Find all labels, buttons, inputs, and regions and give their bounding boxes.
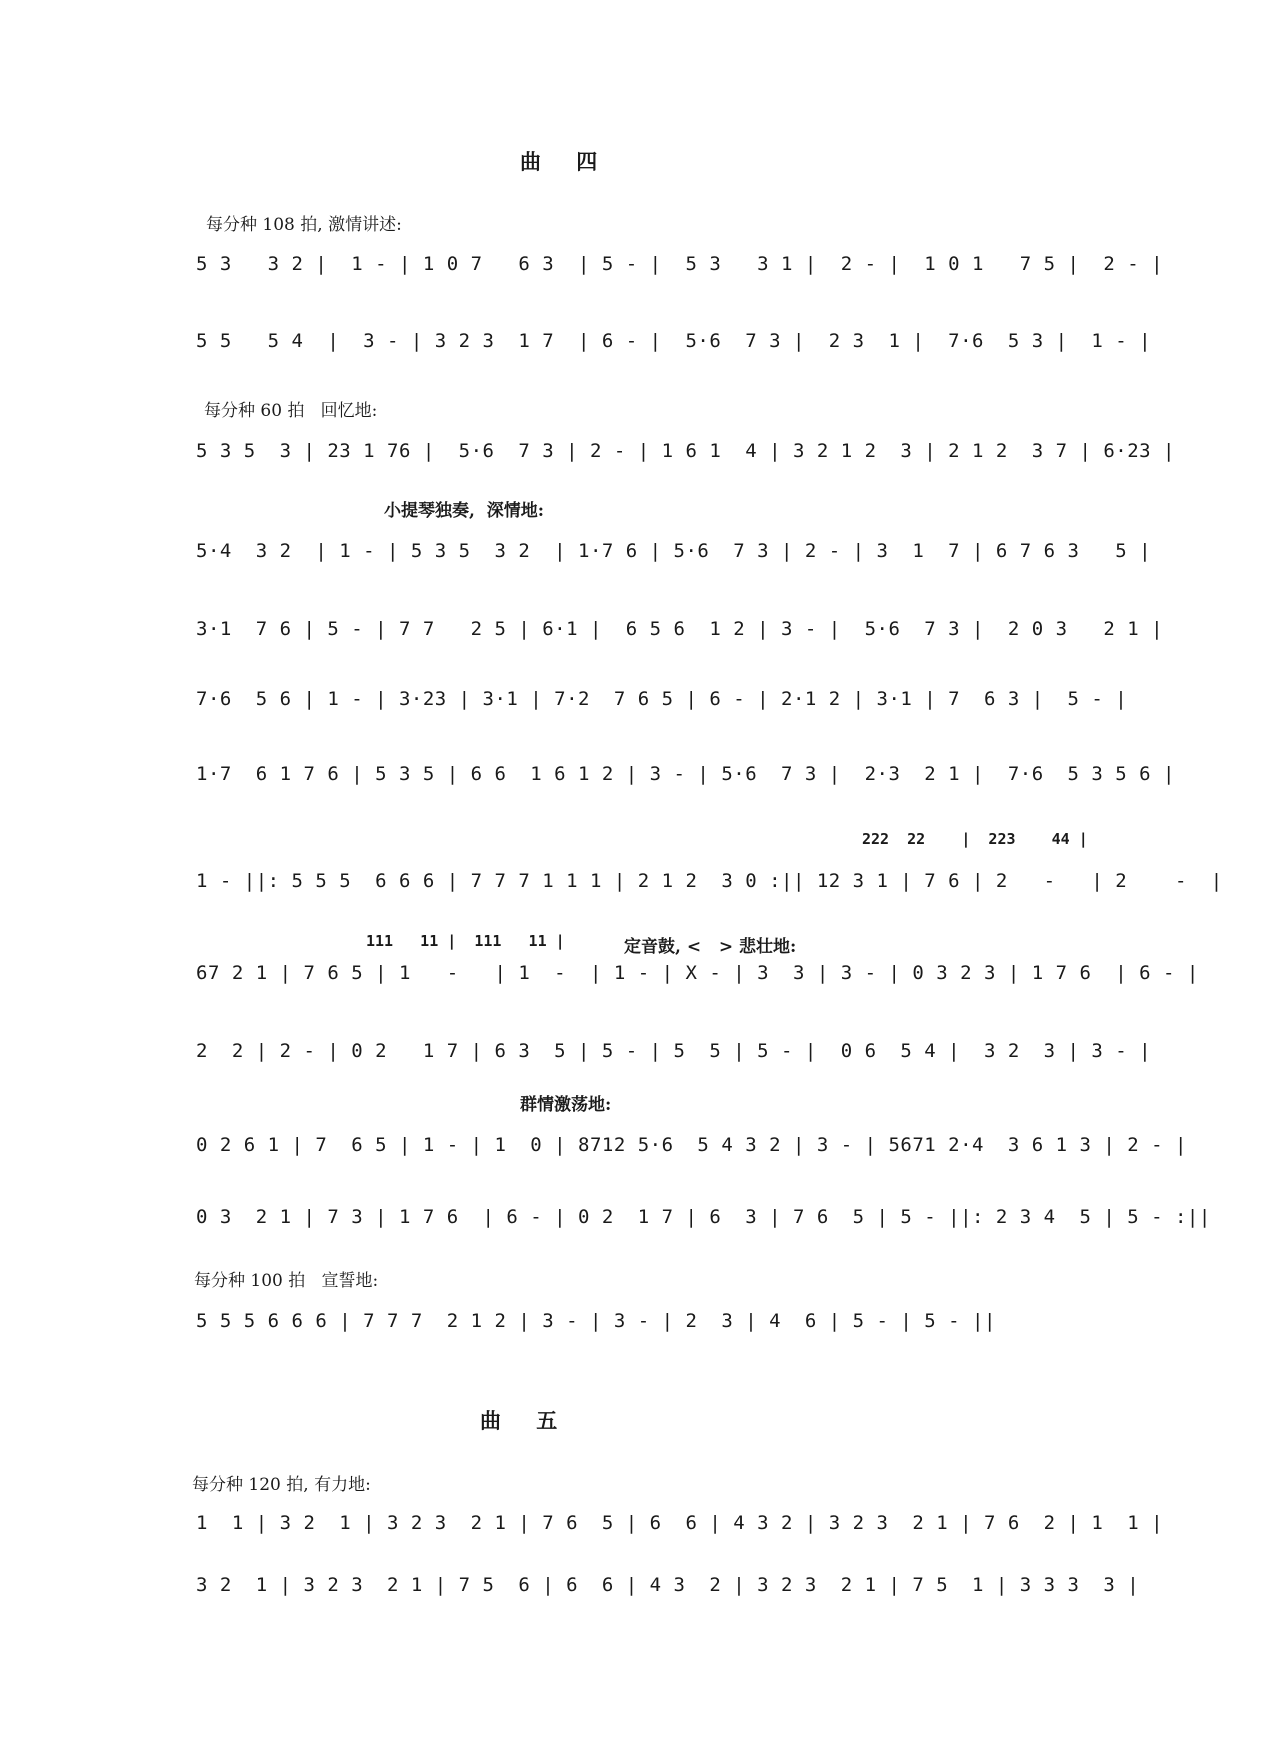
notation-line-7: 1·7 6 1 7 6 | 5 3 5 | 6 6 1 6 1 2 | 3 - | 5·6 7 3 | 2·3 2 1 | 7·6 5 3 5 6 |	[196, 763, 1175, 785]
notation-line-8: 1 - ||: 5 5 5 6 6 6 | 7 7 7 1 1 1 | 2 1 2 3 0 :|| 12 3 1 | 7 6 | 2 - | 2 - |	[196, 870, 1223, 892]
notation-line-6: 7·6 5 6 | 1 - | 3·23 | 3·1 | 7·2 7 6 5 | 6 - | 2·1 2 | 3·1 | 7 6 3 | 5 - |	[196, 688, 1128, 710]
notation-line-9: 67 2 1 | 7 6 5 | 1 - | 1 - | 1 - | X - | 3 3 | 3 - | 0 3 2 3 | 1 7 6 | 6 - |	[196, 962, 1199, 984]
notation-line-3: 5 3 5 3 | 23 1 76 | 5·6 7 3 | 2 - | 1 6 1 4 | 3 2 1 2 3 | 2 1 2 3 7 | 6·23 |	[196, 440, 1175, 462]
tempo-marking-100: 每分种 100 拍 宣誓地:	[194, 1271, 379, 1291]
notation-line-4: 5·4 3 2 | 1 - | 5 3 5 3 2 | 1·7 6 | 5·6 7 3 | 2 - | 3 1 7 | 6 7 6 3 5 |	[196, 540, 1152, 562]
notation-line-11: 0 2 6 1 | 7 6 5 | 1 - | 1 0 | 8712 5·6 5 4 3 2 | 3 - | 5671 2·4 3 6 1 3 | 2 - |	[196, 1134, 1187, 1156]
notation-line-12: 0 3 2 1 | 7 3 | 1 7 6 | 6 - | 0 2 1 7 | 6 3 | 7 6 5 | 5 - ||: 2 3 4 5 | 5 - :||	[196, 1206, 1211, 1228]
piece-4-title: 曲 四	[520, 149, 612, 174]
notation-line-15: 3 2 1 | 3 2 3 2 1 | 7 5 6 | 6 6 | 4 3 2 | 3 2 3 2 1 | 7 5 1 | 3 3 3 3 |	[196, 1574, 1140, 1596]
notation-line-10: 2 2 | 2 - | 0 2 1 7 | 6 3 5 | 5 - | 5 5 | 5 - | 0 6 5 4 | 3 2 3 | 3 - |	[196, 1040, 1152, 1062]
notation-line-1: 5 3 3 2 | 1 - | 1 0 7 6 3 | 5 - | 5 3 3 1 | 2 - | 1 0 1 7 5 | 2 - |	[196, 253, 1164, 275]
violin-solo-direction: 小提琴独奏, 深情地:	[384, 501, 545, 521]
tempo-marking-108: 每分种 108 拍, 激情讲述:	[206, 215, 402, 235]
tempo-marking-60: 每分种 60 拍 回忆地:	[204, 401, 378, 421]
tempo-marking-120: 每分种 120 拍, 有力地:	[192, 1475, 371, 1495]
upper-voice-line-1: 222 22 | 223 44 |	[862, 830, 1088, 848]
notation-line-5: 3·1 7 6 | 5 - | 7 7 2 5 | 6·1 | 6 5 6 1 2 | 3 - | 5·6 7 3 | 2 0 3 2 1 |	[196, 618, 1164, 640]
notation-line-14: 1 1 | 3 2 1 | 3 2 3 2 1 | 7 6 5 | 6 6 | 4 3 2 | 3 2 3 2 1 | 7 6 2 | 1 1 |	[196, 1512, 1164, 1534]
notation-line-2: 5 5 5 4 | 3 - | 3 2 3 1 7 | 6 - | 5·6 7 3 | 2 3 1 | 7·6 5 3 | 1 - |	[196, 330, 1152, 352]
upper-voice-line-2: 111 11 | 111 11 |	[366, 932, 565, 950]
notation-line-13: 5 5 5 6 6 6 | 7 7 7 2 1 2 | 3 - | 3 - | 2 3 | 4 6 | 5 - | 5 - ||	[196, 1310, 996, 1332]
excited-direction: 群情激荡地:	[520, 1095, 612, 1115]
piece-5-title: 曲 五	[480, 1408, 572, 1433]
timpani-direction: 定音鼓, < > 悲壮地:	[624, 937, 797, 957]
